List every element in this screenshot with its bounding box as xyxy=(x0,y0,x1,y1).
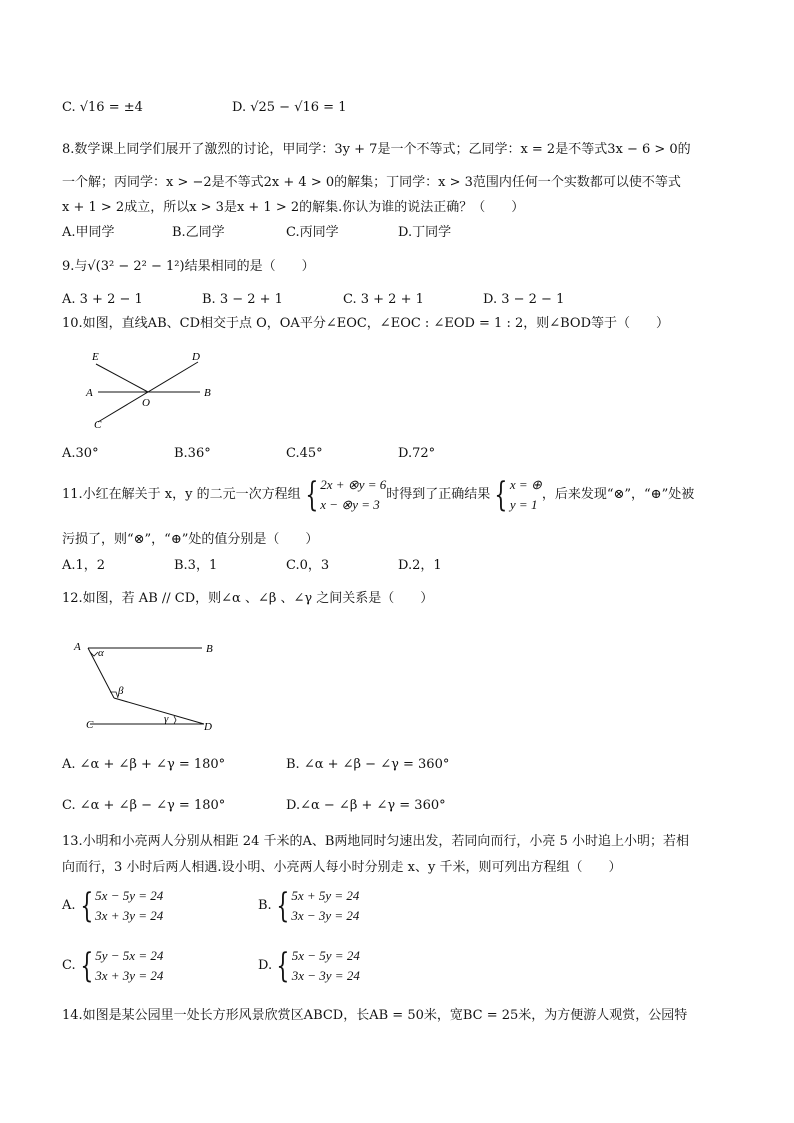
q13-option-c-eq1: 5y − 5x = 24 xyxy=(95,948,164,963)
q12-label-d: D xyxy=(204,721,212,733)
q11-eq1: 2x + ⊗y = 6 xyxy=(320,477,387,492)
q11-stem-line1 xyxy=(62,475,694,515)
q8-option-d: D.丁同学 xyxy=(398,225,452,240)
q9-option-d: D. 3 − 2 − 1 xyxy=(483,292,565,307)
q12-label-c: C xyxy=(86,719,94,731)
q8-stem-line1: 8.数学课上同学们展开了激烈的讨论，甲同学：3y + 7是一个不等式；乙同学：x = 2是不等式3x − 6 > 0的 xyxy=(62,142,691,157)
q11-stem-c: ，后来发现“⊗”，“⊕”处被 xyxy=(541,487,695,502)
q12-label-beta: β xyxy=(118,685,124,697)
q13-option-b-eq2: 3x − 3y = 24 xyxy=(291,908,360,923)
q10-figure xyxy=(80,346,220,432)
q10-option-a: A.30° xyxy=(62,446,99,461)
q12-option-d: D.∠α − ∠β + ∠γ = 360° xyxy=(286,798,446,813)
q10-label-c: C xyxy=(94,419,102,431)
q12-option-b: B. ∠α + ∠β − ∠γ = 360° xyxy=(286,757,450,772)
q12-label-a: A xyxy=(74,641,81,653)
q13-option-a-eq1: 5x − 5y = 24 xyxy=(95,888,164,903)
brace-glyph: { xyxy=(304,475,318,515)
q13-option-b-eq1: 5x + 5y = 24 xyxy=(291,888,360,903)
q12-label-b: B xyxy=(206,643,213,655)
q14-stem-line1: 14.如图是某公园里一处长方形风景欣赏区ABCD，长AB = 50米，宽BC = 25米，为方便游人观赏，公园特 xyxy=(62,1008,688,1023)
q13-option-a xyxy=(62,886,163,926)
q11-res2: y = 1 xyxy=(509,497,538,512)
q13-option-a-eq2: 3x + 3y = 24 xyxy=(95,908,164,923)
q13-option-d-eq1: 5x − 5y = 24 xyxy=(291,948,360,963)
q11-equation-system xyxy=(301,475,387,515)
q11-stem-a: 11.小红在解关于 x，y 的二元一次方程组 xyxy=(62,487,301,502)
brace-glyph: { xyxy=(276,886,289,926)
q10-label-e: E xyxy=(92,351,99,363)
q8-stem-line3: x + 1 > 2成立，所以x > 3是x + 1 > 2的解集.你认为谁的说法正确？（ ） xyxy=(62,200,525,215)
q10-label-a: A xyxy=(86,387,93,399)
q8-option-a: A.甲同学 xyxy=(62,225,115,240)
q9-option-c: C. 3 + 2 + 1 xyxy=(343,292,424,307)
q13-option-d-system xyxy=(272,946,360,986)
q8-option-b: B.乙同学 xyxy=(172,225,225,240)
q9-stem: 9.与√(3² − 2² − 1²)结果相同的是（ ） xyxy=(62,259,315,274)
q11-option-b: B.3，1 xyxy=(174,558,218,573)
q10-label-b: B xyxy=(204,387,211,399)
q9-option-b: B. 3 − 2 + 1 xyxy=(202,292,283,307)
q12-stem: 12.如图，若 AB // CD，则∠α 、∠β 、∠γ 之间关系是（ ） xyxy=(62,591,434,606)
q12-figure xyxy=(70,636,230,736)
brace-glyph: { xyxy=(79,946,93,986)
q13-option-a-system xyxy=(76,886,164,926)
q12-label-gamma: γ xyxy=(164,713,169,725)
q10-stem: 10.如图，直线AB、CD相交于点 O，OA平分∠EOC，∠EOC : ∠EOD = 1 : 2，则∠BOD等于（ ） xyxy=(62,316,670,331)
q9-option-a: A. 3 + 2 − 1 xyxy=(62,292,143,307)
q11-stem-line2: 污损了，则“⊗”，“⊕”处的值分别是（ ） xyxy=(62,532,319,547)
q10-option-b: B.36° xyxy=(174,446,211,461)
q10-label-d: D xyxy=(192,351,200,363)
q11-stem-b: 时得到了正确结果 xyxy=(386,487,491,502)
q13-option-c-system xyxy=(76,946,164,986)
q13-stem-line2: 向而行，3 小时后两人相遇.设小明、小亮两人每小时分别走 x、y 千米，则可列出方程组（ ） xyxy=(62,860,622,875)
brace-glyph: { xyxy=(494,475,508,515)
q13-option-c xyxy=(62,946,163,986)
q13-stem-line1: 13.小明和小亮两人分别从相距 24 千米的A、B两地同时匀速出发，若同向而行，小亮 5 小时追上小明；若相 xyxy=(62,834,689,849)
q11-option-d: D.2，1 xyxy=(398,558,442,573)
q13-option-b-system xyxy=(272,886,360,926)
q11-option-a: A.1，2 xyxy=(62,558,106,573)
q13-option-d xyxy=(258,946,360,986)
q11-option-c: C.0，3 xyxy=(286,558,330,573)
q8-stem-line2: 一个解；丙同学：x > −2是不等式2x + 4 > 0的解集；丁同学：x > 3范围内任何一个实数都可以使不等式 xyxy=(62,175,681,190)
q13-option-b xyxy=(258,886,359,926)
q10-label-o: O xyxy=(142,397,150,409)
brace-glyph: { xyxy=(276,946,290,986)
q11-result-system xyxy=(490,475,542,515)
q10-option-c: C.45° xyxy=(286,446,323,461)
q13-option-d-eq2: 3x − 3y = 24 xyxy=(291,968,360,983)
q12-option-c: C. ∠α + ∠β − ∠γ = 180° xyxy=(62,798,226,813)
q7-option-c: C. √16 = ±4 xyxy=(62,100,143,115)
q10-option-d: D.72° xyxy=(398,446,436,461)
q11-eq2: x − ⊗y = 3 xyxy=(320,497,380,512)
q11-res1: x = ⊕ xyxy=(509,477,542,492)
q12-option-a: A. ∠α + ∠β + ∠γ = 180° xyxy=(62,757,226,772)
q13-option-c-eq2: 3x + 3y = 24 xyxy=(95,968,164,983)
q13-option-c-label: C. xyxy=(62,958,76,973)
q13-option-a-label: A. xyxy=(62,898,76,913)
q8-option-c: C.丙同学 xyxy=(286,225,339,240)
q7-option-d: D. √25 − √16 = 1 xyxy=(232,100,347,115)
q12-label-alpha: α xyxy=(98,647,104,659)
q13-option-d-label: D. xyxy=(258,958,273,973)
q13-option-b-label: B. xyxy=(258,898,272,913)
brace-glyph: { xyxy=(79,886,93,926)
